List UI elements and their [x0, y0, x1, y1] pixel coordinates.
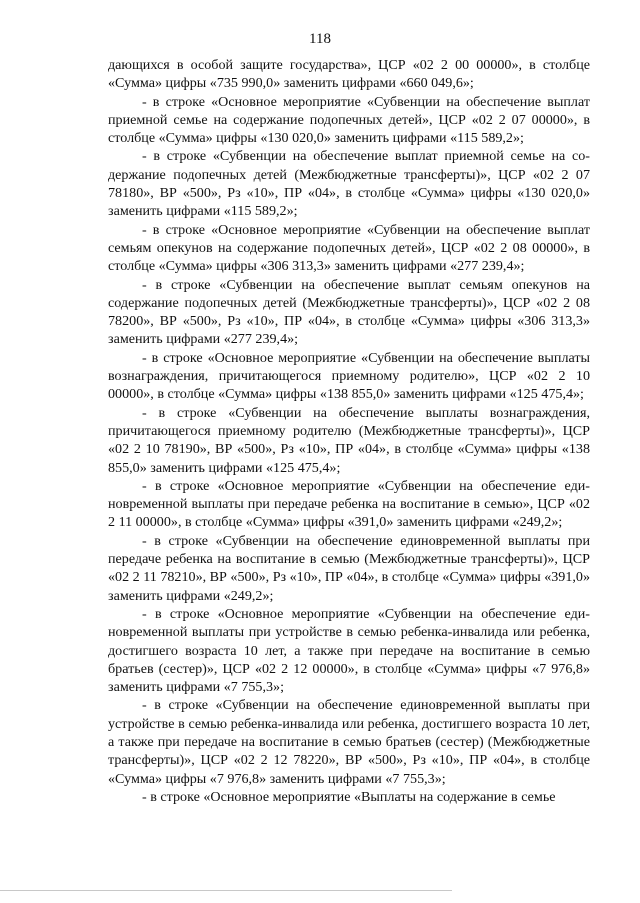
paragraph: - в строке «Субвенции на обеспечение единовременной выплаты при передаче ребенка на воспитание в семью (Межбюджетные трансферты)», ЦСР «02 2 11 78210», ВР «500», Рз «10», ПР «04», в столбце «Сумма» цифры «391,0» заменить цифрами «249,2»;	[108, 532, 591, 604]
document-body	[108, 56, 590, 806]
paragraph: - в строке «Субвенции на обеспечение выплат приемной семье на содержание подопечных детей (Межбюджетные трансферты)», ЦСР «02 2 07 78180», ВР «500», Рз «10», ПР «04», в столбце «Сумма» цифры «130 020,0» заменить цифрами «115 589,2»;	[108, 148, 590, 220]
paragraph: - в строке «Основное мероприятие «Субвенции на обеспечение выплат приемной семье на содержание подопечных детей», ЦСР «02 2 07 00000», в столбце «Сумма» цифры «130 020,0» заменить цифрами «115 589,2»;	[108, 93, 590, 147]
page-number: 118	[309, 31, 331, 47]
footer-divider	[0, 890, 452, 891]
paragraph: - в строке «Основное мероприятие «Субвенции на обеспечение выплаты вознаграждения, причитающегося приемному родителю», ЦСР «02 2 10 00000», в столбце «Сумма» цифры «138 855,0» заменить цифрами «125 475,4»;	[108, 349, 590, 403]
paragraph: - в строке «Субвенции на обеспечение единовременной выплаты при устройстве в семью ребенка-инвалида или ребенка, достигшего возраста 10 лет, а также при передаче на воспитание в семью братьев (сестер) (Межбюджетные трансферты)», ЦСР «02 2 12 78220», ВР «500», Рз «10», ПР «04», в столбце «Сумма» цифры «7 976,8» заменить цифрами «7 755,3»;	[108, 697, 590, 787]
paragraph: - в строке «Основное мероприятие «Субвенции на обеспечение единовременной выплаты при устройстве в семью ребенка-инвалида или ребенка, достигшего возраста 10 лет, а также при передаче на воспитание в семью братьев (сестер)», ЦСР «02 2 12 00000», в столбце «Сумма» цифры «7 976,8» заменить цифрами «7 755,3»;	[108, 605, 590, 696]
paragraph: - в строке «Субвенции на обеспечение выплаты вознаграждения, причитающегося приемному родителю (Межбюджетные трансферты)», ЦСР «02 2 10 78190», ВР «500», Рз «10», ПР «04», в столбце «Сумма» цифры «138 855,0» заменить цифрами «125 475,4»;	[108, 404, 590, 476]
paragraph: - в строке «Субвенции на обеспечение выплат семьям опекунов на содержание подопечных детей (Межбюджетные трансферты)», ЦСР «02 2 08 78200», ВР «500», Рз «10», ПР «04», в столбце «Сумма» цифры «306 313,3» заменить цифрами «277 239,4»;	[108, 276, 590, 348]
paragraph: дающихся в особой защите государства», ЦСР «02 2 00 00000», в столбце «Сумма» цифры «735 990,0» заменить цифрами «660 049,6»;	[108, 57, 590, 92]
paragraph: - в строке «Основное мероприятие «Субвенции на обеспечение выплат семьям опекунов на содержание подопечных детей», ЦСР «02 2 08 00000», в столбце «Сумма» цифры «306 313,3» заменить цифрами «277 239,4»;	[108, 221, 590, 275]
paragraph: - в строке «Основное мероприятие «Выплаты на содержание в семье	[142, 788, 556, 805]
paragraph: - в строке «Основное мероприятие «Субвенции на обеспечение единовременной выплаты при передаче ребенка на воспитание в семью», ЦСР «02 2 11 00000», в столбце «Сумма» цифры «391,0» заменить цифрами «249,2»;	[108, 477, 590, 531]
